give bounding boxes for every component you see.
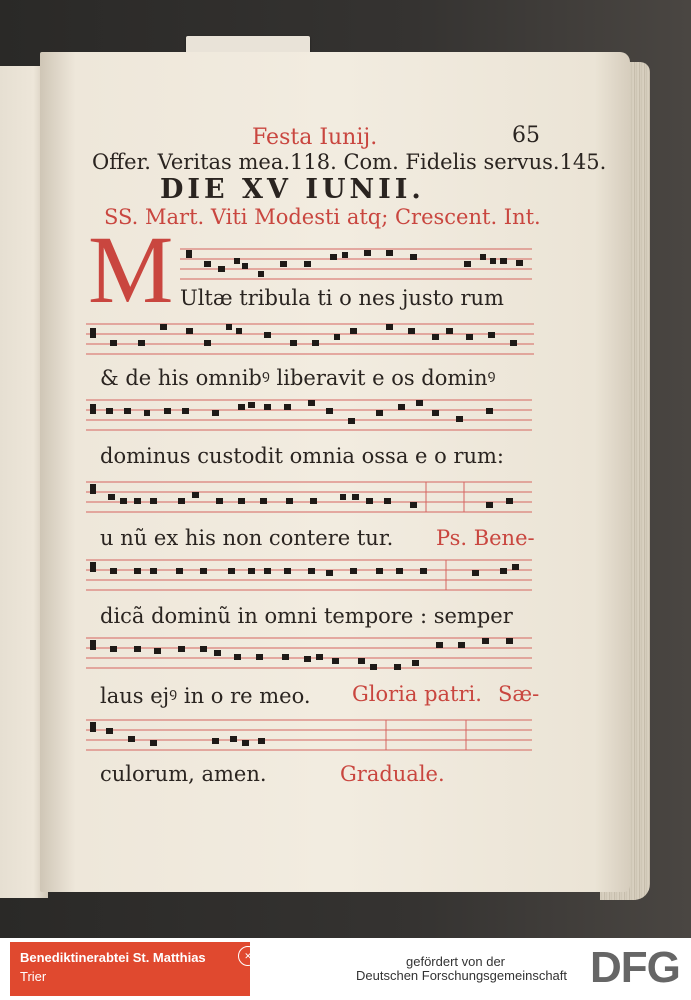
- lyric-line-6: laus ejꝰ in o re meo.: [100, 684, 311, 708]
- institution-city: Trier: [20, 969, 47, 984]
- lyric-line-4: u nũ ex his non contere tur.: [100, 526, 394, 550]
- music-staff-7: [86, 716, 532, 758]
- music-staff-2: [86, 320, 534, 362]
- lyric-rubric-saecula: Sæ-: [498, 682, 540, 706]
- lyric-rubric-graduale: Graduale.: [340, 762, 445, 786]
- emblem-icon: ✕: [238, 946, 258, 966]
- funding-line-1: gefördert von der: [406, 954, 506, 969]
- saints-heading: SS. Mart. Viti Modesti atq; Crescent. Int.: [104, 205, 541, 229]
- music-staff-4: [86, 478, 532, 520]
- page-number: 65: [512, 123, 540, 148]
- dfg-logo[interactable]: DFG: [590, 943, 680, 992]
- illuminated-initial: M: [88, 216, 174, 323]
- lyric-rubric-gloria: Gloria patri.: [352, 682, 482, 706]
- institution-name: Benediktinerabtei St. Matthias: [20, 950, 206, 965]
- lyric-line-5: dicã dominũ in omni tempore : semper: [100, 604, 513, 628]
- date-title: DIE XV IUNII.: [160, 174, 425, 205]
- lyric-line-2: & de his omnibꝰ liberavit e os dominꝰ: [100, 366, 496, 390]
- music-staff-5: [86, 556, 532, 598]
- lyric-line-7: culorum, amen.: [100, 762, 267, 786]
- header-offertory: Offer. Veritas mea.118. Com. Fidelis servus.145.: [92, 150, 607, 174]
- lyric-line-3: dominus custodit omnia ossa e o rum:: [100, 444, 504, 468]
- header-feast: Festa Iunij.: [252, 125, 378, 150]
- funding-line-2: Deutschen Forschungsgemeinschaft: [356, 968, 568, 983]
- music-staff-3: [86, 396, 532, 438]
- music-staff-6: [86, 634, 532, 676]
- institution-logo[interactable]: [10, 942, 250, 996]
- lyric-rubric-psalm: Ps. Bene-: [436, 526, 535, 550]
- footer-bar: [0, 938, 691, 1000]
- music-staff-1: [180, 246, 532, 286]
- lyric-line-1: Ultæ tribula ti o nes justo rum: [180, 286, 504, 310]
